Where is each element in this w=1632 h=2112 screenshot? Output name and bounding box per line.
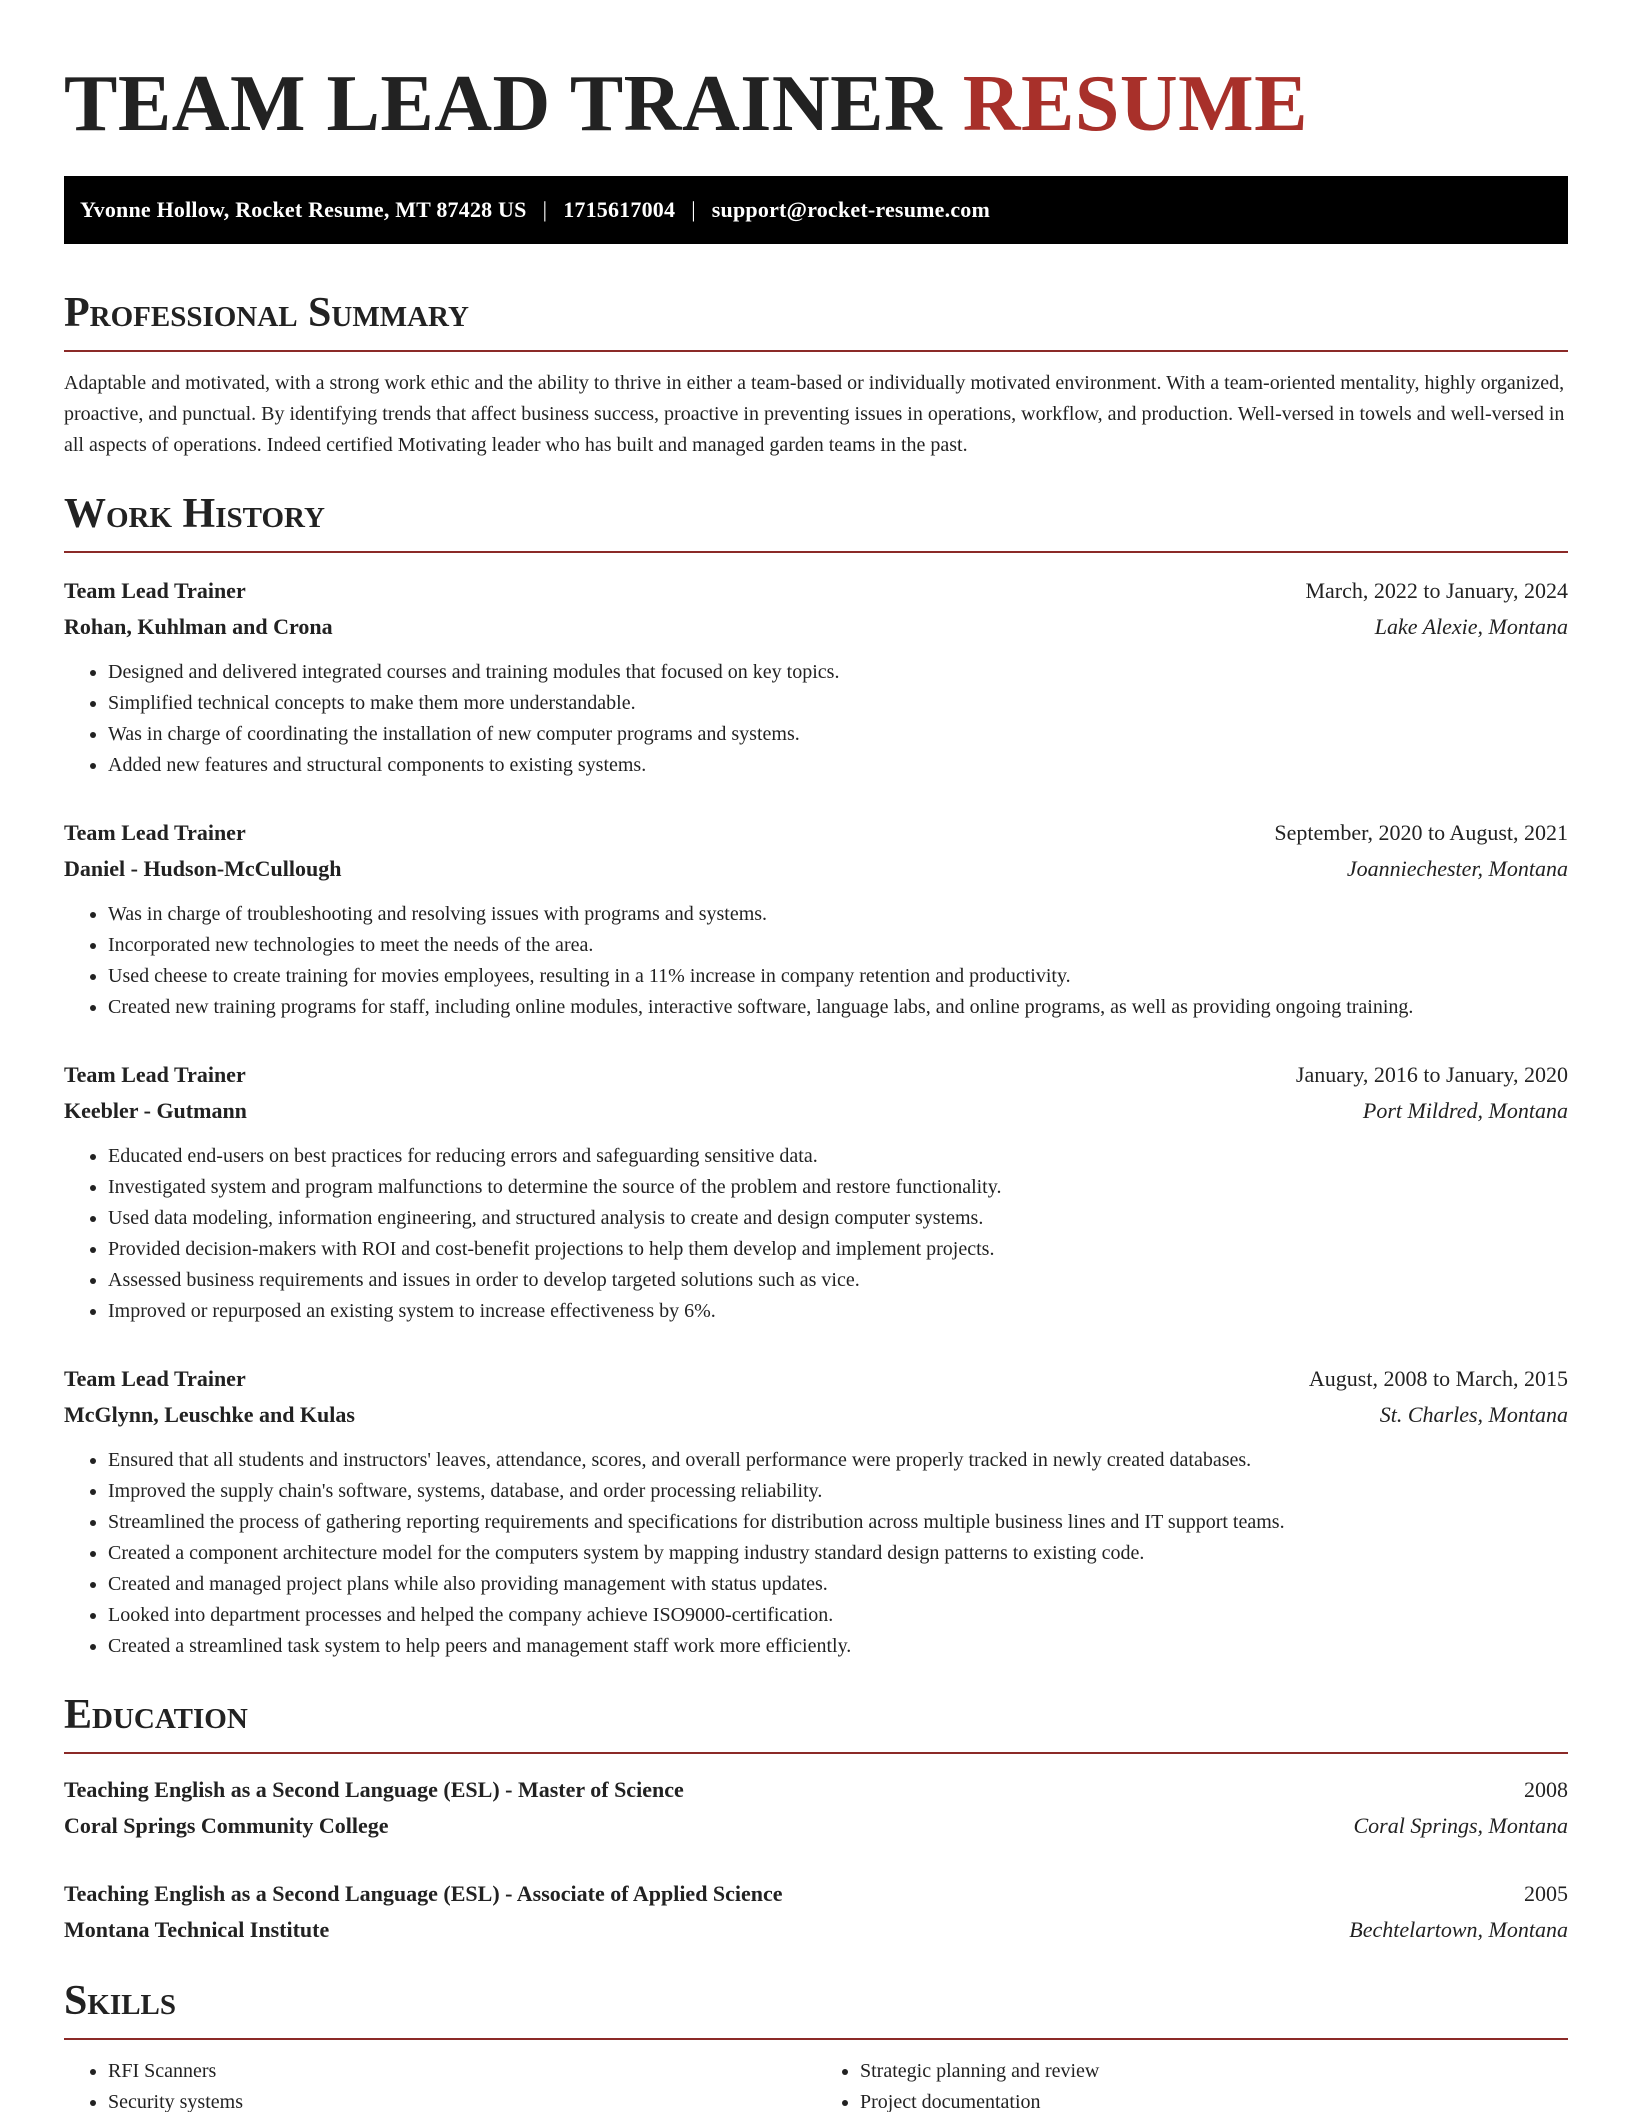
job-bullet: • Provided decision-makers with ROI and cost-benefit projections to help them develop and implement projects. xyxy=(108,1234,1568,1265)
job-header-row xyxy=(64,573,1568,609)
education-school: Montana Technical Institute xyxy=(64,1917,330,1942)
job-bullet: • Designed and delivered integrated courses and training modules that focused on key topics. xyxy=(108,657,1568,688)
job-company: Keebler - Gutmann xyxy=(64,1098,247,1123)
education-degree: Teaching English as a Second Language (ESL) - Master of Science xyxy=(64,1777,684,1802)
job-bullets xyxy=(64,899,1568,1023)
section-heading-work: Work History xyxy=(64,489,1568,553)
job-bullet: • Simplified technical concepts to make them more understandable. xyxy=(108,688,1568,719)
job-bullet: • Looked into department processes and helped the company achieve ISO9000-certification. xyxy=(108,1600,1568,1631)
job-entry xyxy=(64,1361,1568,1662)
job-bullet: • Added new features and structural components to existing systems. xyxy=(108,750,1568,781)
job-bullet: • Created new training programs for staff, including online modules, interactive software, language labs, and online programs, as well as providing ongoing training. xyxy=(108,992,1568,1023)
job-title: Team Lead Trainer xyxy=(64,1366,246,1391)
education-year: 2005 xyxy=(1524,1881,1568,1906)
contact-separator: | xyxy=(691,197,696,222)
job-header-row xyxy=(64,1361,1568,1397)
job-bullet: • Used cheese to create training for movies employees, resulting in a 11% increase in company retention and productivity. xyxy=(108,961,1568,992)
title-accent: RESUME xyxy=(962,60,1309,148)
education-school: Coral Springs Community College xyxy=(64,1813,389,1838)
job-bullets xyxy=(64,1445,1568,1662)
job-dates: September, 2020 to August, 2021 xyxy=(1274,820,1568,845)
job-bullet: • Investigated system and program malfunctions to determine the source of the problem and restore functionality. xyxy=(108,1172,1568,1203)
job-company-row xyxy=(64,851,1568,887)
summary-text: Adaptable and motivated, with a strong work ethic and the ability to thrive in either a team-based or individually motivated environment. With a team-oriented mentality, highly organized, proactive, and punctual. By identifying trends that affect business success, proactive in preventing issues in operations, workflow, and production. Well-versed in towels and well-versed in all aspects of operations. Indeed certified Motivating leader who has built and managed garden teams in the past. xyxy=(64,372,1565,456)
job-bullet: • Ensured that all students and instructors' leaves, attendance, scores, and overall performance were properly tracked in newly created databases. xyxy=(108,1445,1568,1476)
job-bullet: • Created and managed project plans while also providing management with status updates. xyxy=(108,1569,1568,1600)
section-heading-skills: Skills xyxy=(64,1976,1568,2040)
education-list xyxy=(64,1772,1568,1948)
job-bullet: • Was in charge of coordinating the installation of new computer programs and systems. xyxy=(108,719,1568,750)
skills-column-right xyxy=(816,2056,1568,2112)
job-bullets xyxy=(64,1141,1568,1327)
job-bullet: • Streamlined the process of gathering reporting requirements and specifications for distribution across multiple business lines and IT support teams. xyxy=(108,1507,1568,1538)
job-header-row xyxy=(64,1057,1568,1093)
job-bullet: • Incorporated new technologies to meet the needs of the area. xyxy=(108,930,1568,961)
job-bullet: • Was in charge of troubleshooting and resolving issues with programs and systems. xyxy=(108,899,1568,930)
job-company-row xyxy=(64,1397,1568,1433)
title-main: TEAM LEAD TRAINER xyxy=(64,60,943,148)
job-company-row xyxy=(64,1093,1568,1129)
education-degree-row xyxy=(64,1876,1568,1912)
job-bullet: • Used data modeling, information engineering, and structured analysis to create and design computer systems. xyxy=(108,1203,1568,1234)
skills-list xyxy=(64,2056,1568,2112)
job-entry xyxy=(64,1057,1568,1327)
job-location: Port Mildred, Montana xyxy=(1362,1098,1568,1123)
job-title: Team Lead Trainer xyxy=(64,1062,246,1087)
education-school-row xyxy=(64,1912,1568,1948)
job-bullets xyxy=(64,657,1568,781)
job-dates: August, 2008 to March, 2015 xyxy=(1308,1366,1568,1391)
job-header-row xyxy=(64,815,1568,851)
job-entry xyxy=(64,573,1568,781)
job-bullet: • Assessed business requirements and issues in order to develop targeted solutions such as vice. xyxy=(108,1265,1568,1296)
contact-address: Yvonne Hollow, Rocket Resume, MT 87428 US xyxy=(80,197,527,222)
education-location: Coral Springs, Montana xyxy=(1353,1813,1568,1838)
job-company-row xyxy=(64,609,1568,645)
job-company: Daniel - Hudson-McCullough xyxy=(64,856,342,881)
education-entry xyxy=(64,1876,1568,1948)
job-company: Rohan, Kuhlman and Crona xyxy=(64,614,333,639)
contact-phone: 1715617004 xyxy=(563,197,676,222)
section-heading-summary: Professional Summary xyxy=(64,288,1568,352)
job-dates: March, 2022 to January, 2024 xyxy=(1305,578,1568,603)
job-dates: January, 2016 to January, 2020 xyxy=(1295,1062,1568,1087)
skill-item: • Project documentation xyxy=(860,2087,1568,2112)
contact-bar xyxy=(64,176,1568,244)
education-degree-row xyxy=(64,1772,1568,1808)
job-bullet: • Created a streamlined task system to help peers and management staff work more efficiently. xyxy=(108,1631,1568,1662)
job-title: Team Lead Trainer xyxy=(64,578,246,603)
job-bullet: • Improved or repurposed an existing system to increase effectiveness by 6%. xyxy=(108,1296,1568,1327)
education-degree: Teaching English as a Second Language (ESL) - Associate of Applied Science xyxy=(64,1881,783,1906)
job-location: Lake Alexie, Montana xyxy=(1374,614,1568,639)
job-location: St. Charles, Montana xyxy=(1379,1402,1568,1427)
contact-separator: | xyxy=(542,197,548,222)
work-history-list xyxy=(64,573,1568,1662)
resume-title xyxy=(64,56,1568,152)
skills-column-left xyxy=(64,2056,816,2112)
job-bullet: • Improved the supply chain's software, systems, database, and order processing reliability. xyxy=(108,1476,1568,1507)
skill-item: • Strategic planning and review xyxy=(860,2056,1568,2087)
contact-email: support@rocket-resume.com xyxy=(711,197,991,222)
section-heading-education: Education xyxy=(64,1690,1568,1754)
education-school-row xyxy=(64,1808,1568,1844)
skill-item: • RFI Scanners xyxy=(108,2056,816,2087)
skill-item: • Security systems xyxy=(108,2087,816,2112)
job-title: Team Lead Trainer xyxy=(64,820,246,845)
job-bullet: • Educated end-users on best practices for reducing errors and safeguarding sensitive data. xyxy=(108,1141,1568,1172)
education-entry xyxy=(64,1772,1568,1844)
job-entry xyxy=(64,815,1568,1023)
job-company: McGlynn, Leuschke and Kulas xyxy=(64,1402,355,1427)
education-location: Bechtelartown, Montana xyxy=(1349,1917,1568,1942)
education-year: 2008 xyxy=(1524,1777,1568,1802)
job-bullet: • Created a component architecture model for the computers system by mapping industry standard design patterns to existing code. xyxy=(108,1538,1568,1569)
job-location: Joanniechester, Montana xyxy=(1346,856,1568,881)
